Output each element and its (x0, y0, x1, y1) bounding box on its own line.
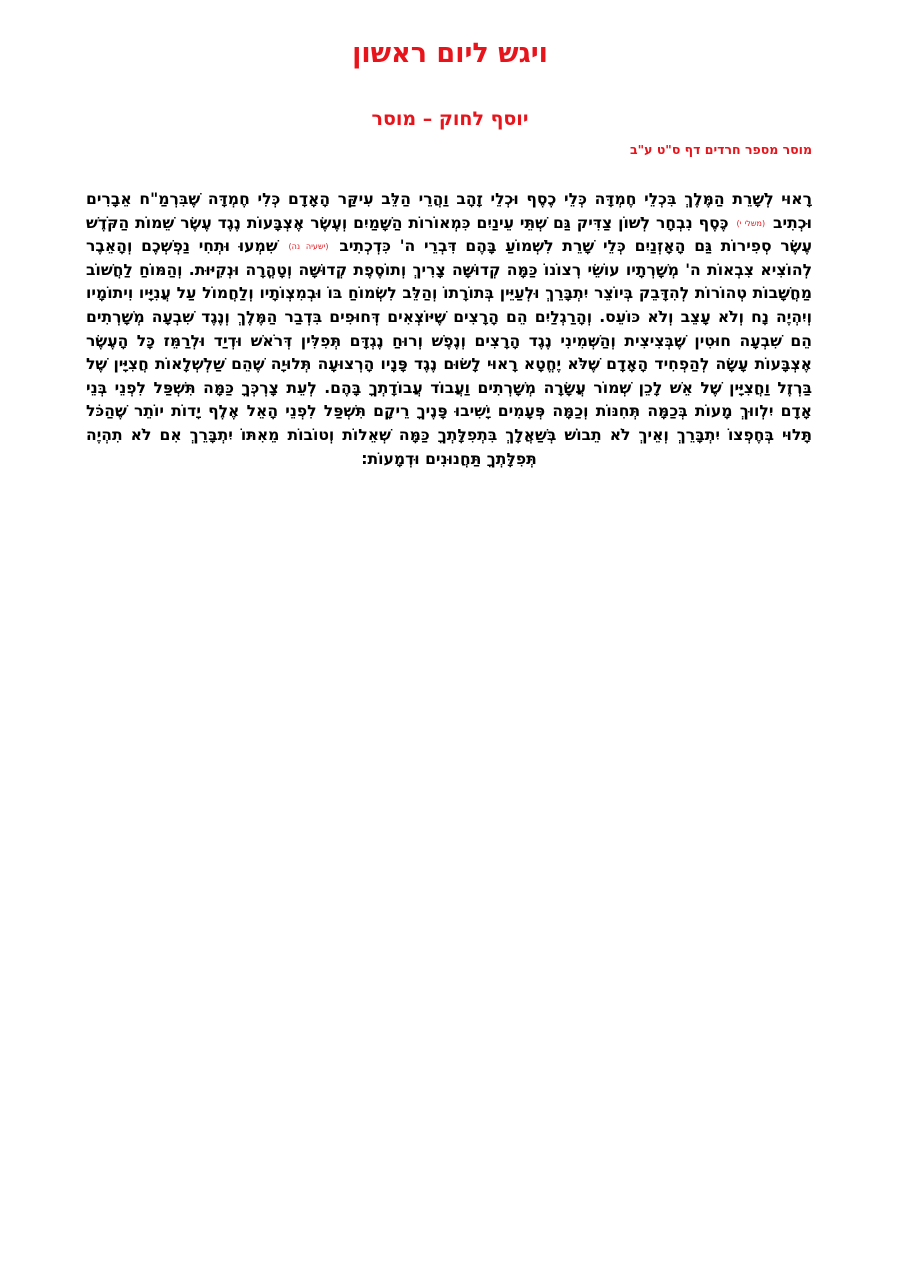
body-text-part-2: כֶּסֶף נִבְחָר לְשׁוֹן צַדִּיק גַּם שְׁתֵּי עֵינַיִם כִּמְאוֹרוֹת הַשָּׁמַיִם וְעֶשֶׂר אֶצְבָּעוֹת נֶגֶד עֶשֶׂר שֵׁמוֹת הַקֹּדֶשׁ עֶשֶׂר סְפִירוֹת גַּם הָאָזְנַיִם כְּלֵי שָׁרֵת לִשְׁמוֹעַ בָּהֶם דִּבְרֵי ה' כִּדְכְתִיב (86, 213, 813, 256)
body-text (86, 188, 812, 471)
citation-mishlei: (משלי י) (736, 218, 766, 228)
body-text-part-1: רָאוּי לְשָׁרֵת הַמֶּלֶךְ בִּכְלֵי חֶמְדָּה כְּלֵי כֶסֶף וּכְלֵי זָהָב וַהֲרֵי הַלֵּב עִיקַּר הָאָדָם כְּלִי חֶמְדָּה שֶׁבִּרְמַ"ח אֵבָרִים וּכְתִיב (86, 190, 812, 232)
page-title: ויגש ליום ראשון (352, 38, 548, 69)
section-subtitle: יוסף לחוק – מוסר (371, 108, 529, 130)
body-text-part-3: שִׁמְעוּ וּתְחִי נַפְשְׁכֶם וְהָאֵבֶר לְהוֹצִיא צִבְאוֹת ה' מְשָׁרְתָיו עוֹשֵׂי רְצוֹנוֹ כַּמָּה קְדוּשָּׁה צָרִיךְ וְתוֹסֶפֶת קְדוּשָּׁה וְטָהֳרָה וּנְקִיּוּת. וְהַמּוֹחַ לַחֲשׁוֹב מַחֲשָׁבוֹת טְהוֹרוֹת לְהִדָּבֵק בְּיוֹצֵר יִתְבָּרֵךְ וּלְעַיֵּין בְּתוֹרָתוֹ וְהַלֵּב לִשְׂמוֹחַ בּוֹ וּבְמִצְוֹתָיו וְלַחֲמוֹל עַל עֲנִיָּיו וִיתוֹמָיו וְיִהְיֶה נָח וְלֹא עָצֵב וְלֹא כּוֹעֵס. וְהָרַגְלַיִם הֵם הָרָצִים שֶׁיּוֹצְאִים דְּחוּפִים בִּדְבַר הַמֶּלֶךְ וְנֶגֶד שִׁבְעָה מְשָׁרְתִים הֵם שִׁבְעָה חוּטִין שֶׁבְּצִיצִית וְהַשְּׁמִינִי נֶגֶד הָרָצִים וְנֶפֶשׁ וְרוּחַ נֶגְדָּם תְּפִלִּין דְּרֹאשׁ וּדְיַד וּלְרַמֵּז כָּל הָעֶשֶׂר אֶצְבָּעוֹת עָשָׂה לְהַפְחִיד הָאָדָם שֶׁלֹּא יֶחֱטָא רָאוּי לָשׂוּם נֶגֶד פָּנָיו הָרְצוּעָה תְּלוּיָה שֶׁהֵם שַׁלְשְׁלָאוֹת חֲצִיָּין שֶׁל בַּרְזֶל וַחֲצִיָּין שֶׁל אֵשׁ לָכֵן שְׁמוֹר עֲשָׂרָה מְשָׁרְתִים וַעֲבוֹד עֲבוֹדָתְךָ בָּהֶם. לְעֵת צָרְכְּךָ כַּמָּה תִּשְׁפַּל לִפְנֵי בְּנֵי אָדָם יִלְווּךְ מָעוֹת בְּכַמָּה תְּחִנּוֹת וְכַמָּה פְּעָמִים יָשִׁיבוּ פָּנֶיךָ רֵיקָם תִּשְׁפַּל לִפְנֵי הָאֵל אֶלֶף יָדוֹת יוֹתֵר שֶׁהַכֹּל תָּלוּי בְּחֶפְצוֹ יִתְבָּרֵךְ וְאֵיךְ לֹא תֵבוֹשׁ בְּשַׁאֲלָךְ בִּתְפִלָּתְךָ כַּמָּה שְׁאֵלוֹת וְטוֹבוֹת מֵאִתּוֹ יִתְבָּרֵךְ אִם לֹא תִהְיֶה תְּפִלָּתְךָ תַּחֲנוּנִים וּדְמָעוֹת: (86, 237, 812, 468)
source-reference: מוסר מספר חרדים דף ס"ט ע"ב (630, 142, 812, 157)
citation-yeshaya: (ישעיה נה) (288, 242, 329, 252)
